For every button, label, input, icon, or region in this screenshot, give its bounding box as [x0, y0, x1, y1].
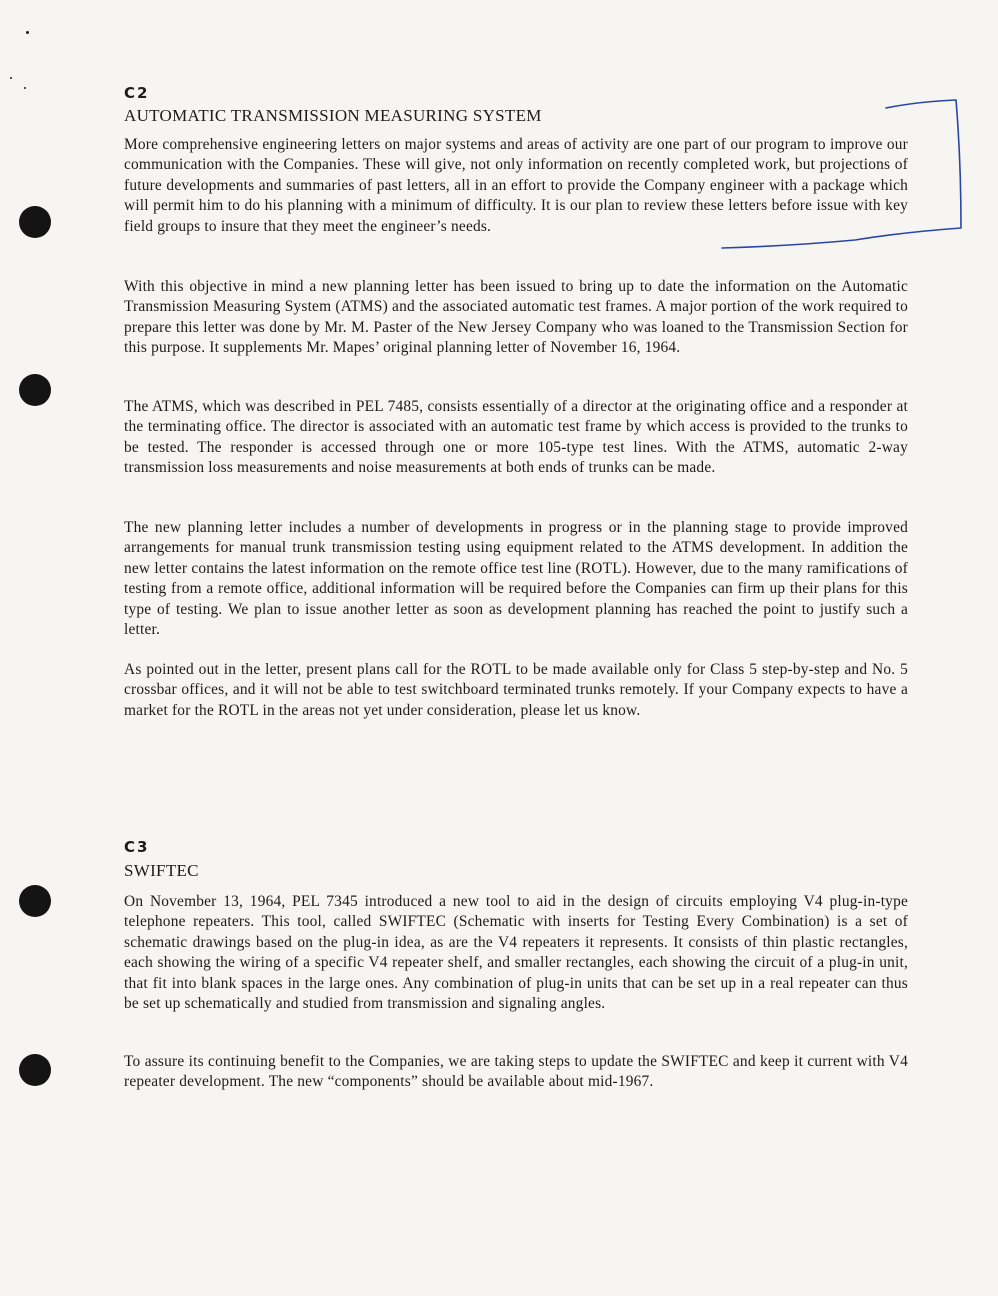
paragraph-swiftec-update: To assure its continuing benefit to the Companies, we are taking steps to update the SWIFTEC and keep it current with V4 repeater development. The new “components” should be available about mid-1967.	[124, 1053, 908, 1091]
section-title-swiftec: SWIFTEC	[124, 861, 199, 880]
section-code-c3: C3	[124, 838, 150, 856]
section-code-c2: C2	[124, 84, 150, 102]
paragraph-atms-description: The ATMS, which was described in PEL 7485, consists essentially of a director at the originating office and a responder at the terminating office. The director is associated with an automatic test frame by which access is provided to the trunks to be tested. The responder is accessed through one or more 105-type test lines. With the ATMS, automatic 2-way transmission loss measurements and noise measurements at both ends of trunks can be made.	[124, 398, 908, 477]
paragraph-swiftec-description: On November 13, 1964, PEL 7345 introduced a new tool to aid in the design of circuits employing V4 plug-in-type telephone repeaters. This tool, called SWIFTEC (Schematic with inserts for Testing Every Combination) is a set of schematic drawings based on the plug-in idea, as are the V4 repeaters it represents. It consists of thin plastic rectangles, each showing the wiring of a specific V4 repeater shelf, and smaller rectangles, each showing the circuit of a plug-in unit, that fit into blank spaces in the large ones. Any combination of plug-in units that can be set up in a real repeater can thus be set up schematically and studied from transmission and signaling angles.	[124, 893, 908, 1013]
paragraph-atms-rotl-plans: As pointed out in the letter, present plans call for the ROTL to be made available only for Class 5 step-by-step and No. 5 crossbar offices, and it will not be able to test switchboard terminated trunks remotely. If your Company expects to have a market for the ROTL in the areas not yet under consideration, please let us know.	[124, 661, 908, 719]
section-title-atms: AUTOMATIC TRANSMISSION MEASURING SYSTEM	[124, 106, 542, 125]
paragraph-atms-new-letter: The new planning letter includes a number of developments in progress or in the planning stage to provide improved arrangements for manual trunk transmission testing using equipment related to the ATMS development. In addition the new letter contains the latest information on the remote office test line (ROTL). However, due to the many ramifications of testing from a remote office, additional information will be required before the Companies can firm up their plans for this type of testing. We plan to issue another letter as soon as development planning has reached the point to justify such a letter.	[124, 519, 908, 639]
paragraph-atms-intro: More comprehensive engineering letters on major systems and areas of activity are one part of our program to improve our communication with the Companies. These will give, not only information on recently completed work, but projections of future developments and summaries of past letters, all in an effort to provide the Company engineer with a package which will permit him to do his planning with a minimum of difficulty. It is our plan to review these letters before issue with key field groups to insure that they meet the engineer’s needs.	[124, 136, 908, 235]
paragraph-atms-planning-letter: With this objective in mind a new planning letter has been issued to bring up to date the information on the Automatic Transmission Measuring System (ATMS) and the associated automatic test frames. A major portion of the work required to prepare this letter was done by Mr. M. Paster of the New Jersey Company who was loaned to the Transmission Section for this purpose. It supplements Mr. Mapes’ original planning letter of November 16, 1964.	[124, 278, 908, 357]
